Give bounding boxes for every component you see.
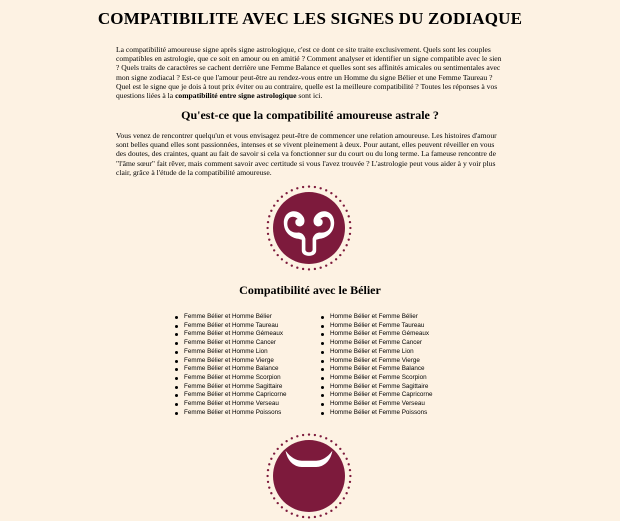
intro-paragraph xyxy=(116,45,506,100)
intro-end: sont ici. xyxy=(296,91,323,101)
compatibility-link[interactable]: Femme Bélier et Homme Sagittaire xyxy=(184,382,283,390)
section-paragraph-compatibility: Vous venez de rencontrer quelqu'un et vous envisagez peut-être de commencer une relation amoureuse. Les histoires d'amour sont belles quand elles sont passionnées, intenses et se vivent pleinement à deux. Pour autant, elles peuvent réveiller en vous des doutes, des craintes, quant au fait de savoir si cela va fonctionner sur du court ou du long terme. La fameuse rencontre de "l'âme sœur" fait rêver, mais comment savoir avec certitude si vous l'avez trouvée ? L'astrologie peut vous aider à y voir plus clair, grâce à l'étude de la compatibilité amoureuse. xyxy=(116,131,497,177)
emblem-dot xyxy=(302,268,304,270)
emblem-dot xyxy=(335,506,337,508)
emblem-dot xyxy=(330,262,332,264)
compatibility-link[interactable]: Femme Bélier et Homme Verseau xyxy=(184,400,279,408)
emblem-dot xyxy=(348,238,350,240)
compatibility-link[interactable]: Homme Bélier et Femme Cancer xyxy=(330,339,423,347)
emblem-dot xyxy=(285,262,287,264)
list-item xyxy=(175,322,287,331)
emblem-dot xyxy=(285,192,287,194)
emblem-dot xyxy=(277,502,279,504)
emblem-dot xyxy=(273,249,275,251)
emblem-dot xyxy=(291,189,293,191)
emblem-dot xyxy=(268,486,270,488)
compatibility-link[interactable]: Homme Bélier et Femme Gémeaux xyxy=(330,330,430,338)
compatibility-link[interactable]: Femme Bélier et Homme Vierge xyxy=(184,356,274,364)
emblem-dot xyxy=(339,254,341,256)
list-item xyxy=(175,383,287,392)
compatibility-link[interactable]: Femme Bélier et Homme Gémeaux xyxy=(184,330,284,338)
emblem-dot xyxy=(325,437,327,439)
emblem-dot xyxy=(268,463,270,465)
compatibility-link[interactable]: Homme Bélier et Femme Verseau xyxy=(330,400,425,408)
emblem-dot xyxy=(325,189,327,191)
list-item xyxy=(321,348,433,357)
list-item xyxy=(321,374,433,383)
taurus-icon[interactable] xyxy=(264,431,354,521)
compatibility-link[interactable]: Femme Bélier et Homme Scorpion xyxy=(184,373,281,381)
compatibility-link[interactable]: Homme Bélier et Femme Capricorne xyxy=(330,391,433,399)
aries-icon[interactable] xyxy=(264,183,354,273)
list-item xyxy=(321,400,433,409)
emblem-dot xyxy=(343,497,345,499)
emblem-dot xyxy=(319,515,321,517)
emblem-dot xyxy=(349,233,351,235)
list-item xyxy=(321,365,433,374)
emblem-dot xyxy=(339,200,341,202)
emblem-dot xyxy=(302,434,304,436)
emblem-dot xyxy=(268,215,270,217)
emblem-dot xyxy=(291,512,293,514)
emblem-dot xyxy=(345,458,347,460)
list-item xyxy=(175,365,287,374)
emblem-dot xyxy=(281,444,283,446)
emblem-dot xyxy=(267,469,269,471)
emblem-dot xyxy=(345,492,347,494)
emblem-dot xyxy=(273,204,275,206)
aries-face-shape xyxy=(307,241,311,250)
emblem-dot xyxy=(273,452,275,454)
compatibility-link[interactable]: Homme Bélier et Femme Poissons xyxy=(330,408,428,416)
emblem-dot xyxy=(281,258,283,260)
emblem-dot xyxy=(343,249,345,251)
compatibility-link[interactable]: Homme Bélier et Femme Sagittaire xyxy=(330,382,429,390)
list-item xyxy=(321,391,433,400)
emblem-dot xyxy=(296,515,298,517)
emblem-dot xyxy=(339,502,341,504)
aries-women-links xyxy=(175,313,287,417)
section-title-compatibility: Qu'est-ce que la compatibilité amoureuse astrale ? xyxy=(181,108,439,122)
emblem-dot xyxy=(319,435,321,437)
emblem-dot xyxy=(302,516,304,518)
emblem-disc xyxy=(273,440,345,512)
emblem-dot xyxy=(330,192,332,194)
list-item xyxy=(321,330,433,339)
emblem-dot xyxy=(349,481,351,483)
emblem-dot xyxy=(296,435,298,437)
emblem-dot xyxy=(277,200,279,202)
emblem-dot xyxy=(314,186,316,188)
emblem-dot xyxy=(349,221,351,223)
emblem-dot xyxy=(349,469,351,471)
emblem-dot xyxy=(266,227,268,229)
emblem-dot xyxy=(266,475,268,477)
emblem-dot xyxy=(314,516,316,518)
emblem-dot xyxy=(349,227,351,229)
emblem-dot xyxy=(349,475,351,477)
emblem-dot xyxy=(267,233,269,235)
emblem-dot xyxy=(319,187,321,189)
emblem-dot xyxy=(335,196,337,198)
emblem-dot xyxy=(308,268,310,270)
emblem-dot xyxy=(339,448,341,450)
compatibility-link[interactable]: Femme Bélier et Homme Bélier xyxy=(184,313,272,320)
emblem-dot xyxy=(285,510,287,512)
compatibility-link[interactable]: Femme Bélier et Homme Capricorne xyxy=(184,391,287,399)
emblem-dot xyxy=(281,196,283,198)
list-item xyxy=(175,400,287,409)
list-item xyxy=(175,339,287,348)
emblem-dot xyxy=(319,267,321,269)
emblem-dot xyxy=(335,258,337,260)
compatibility-link[interactable]: Homme Bélier et Femme Bélier xyxy=(330,313,418,320)
emblem-dot xyxy=(291,437,293,439)
emblem-dot xyxy=(343,204,345,206)
emblem-dot xyxy=(345,210,347,212)
aries-men-links xyxy=(321,313,433,417)
compatibility-link[interactable]: Homme Bélier et Femme Taureau xyxy=(330,321,425,329)
list-item xyxy=(175,348,287,357)
emblem-dot xyxy=(267,481,269,483)
list-item xyxy=(175,357,287,366)
emblem-dot xyxy=(343,452,345,454)
emblem-dot xyxy=(335,444,337,446)
compatibility-link[interactable]: Femme Bélier et Homme Balance xyxy=(184,365,279,373)
emblem-dot xyxy=(291,264,293,266)
emblem-dot xyxy=(268,238,270,240)
list-item xyxy=(321,322,433,331)
emblem-dot xyxy=(296,267,298,269)
emblem-dot xyxy=(330,440,332,442)
page-title: COMPATIBILITE AVEC LES SIGNES DU ZODIAQUE xyxy=(97,9,523,28)
compatibility-link[interactable]: Homme Bélier et Femme Balance xyxy=(330,365,425,373)
emblem-dot xyxy=(308,516,310,518)
list-item xyxy=(175,374,287,383)
emblem-dot xyxy=(267,221,269,223)
compatibility-link[interactable]: Femme Bélier et Homme Cancer xyxy=(184,339,277,347)
section-title-aries: Compatibilité avec le Bélier xyxy=(239,283,381,297)
emblem-dot xyxy=(270,210,272,212)
emblem-dot xyxy=(348,486,350,488)
emblem-dot xyxy=(281,506,283,508)
list-item xyxy=(321,313,433,322)
emblem-dot xyxy=(330,510,332,512)
intro-text: La compatibilité amoureuse signe après signe astrologique, c'est ce dont ce site traite exclusivement. Quels sont les couples compatibles en astrologie, que ce soit en amour ou en amitié ? Comment analyser et identifier un signe compatible avec le sien ? Quels traits de caractères se cachent derrière une Femme Balance et quelles sont ses affinités amicales ou sentimentales avec mon signe zodiacal ? Est-ce que l'amour peut-être au rendez-vous entre un Homme du signe Bélier et une Femme Taureau ? Quel est le signe que je dois à tout prix éviter ou au contraire, quelle est la meilleure compatibilité ? Toutes les réponses à vos questions liées à la xyxy=(116,45,502,101)
emblem-dot xyxy=(277,254,279,256)
compatibility-link[interactable]: Femme Bélier et Homme Poissons xyxy=(184,408,282,416)
list-item xyxy=(321,409,433,418)
list-item xyxy=(175,313,287,322)
list-item xyxy=(175,391,287,400)
emblem-dot xyxy=(348,215,350,217)
emblem-dot xyxy=(296,187,298,189)
list-item xyxy=(321,383,433,392)
emblem-dot xyxy=(314,268,316,270)
list-item xyxy=(321,357,433,366)
emblem-dot xyxy=(270,492,272,494)
emblem-dot xyxy=(348,463,350,465)
emblem-dot xyxy=(273,497,275,499)
emblem-dot xyxy=(325,264,327,266)
compatibility-link[interactable]: Femme Bélier et Homme Lion xyxy=(184,347,268,355)
emblem-dot xyxy=(345,244,347,246)
emblem-dot xyxy=(308,433,310,435)
emblem-dot xyxy=(270,244,272,246)
emblem-dot xyxy=(270,458,272,460)
emblem-dot xyxy=(302,186,304,188)
emblem-dot xyxy=(325,512,327,514)
compatibility-link[interactable]: Homme Bélier et Femme Scorpion xyxy=(330,373,427,381)
list-item xyxy=(175,330,287,339)
intro-bold: compatibilité entre signe astrologique xyxy=(175,91,297,101)
emblem-dot xyxy=(314,434,316,436)
compatibility-link[interactable]: Femme Bélier et Homme Taureau xyxy=(184,321,279,329)
emblem-dot xyxy=(277,448,279,450)
emblem-dot xyxy=(285,440,287,442)
list-item xyxy=(321,339,433,348)
emblem-dot xyxy=(308,185,310,187)
list-item xyxy=(175,409,287,418)
compatibility-link[interactable]: Homme Bélier et Femme Vierge xyxy=(330,356,420,364)
compatibility-link[interactable]: Homme Bélier et Femme Lion xyxy=(330,347,414,355)
